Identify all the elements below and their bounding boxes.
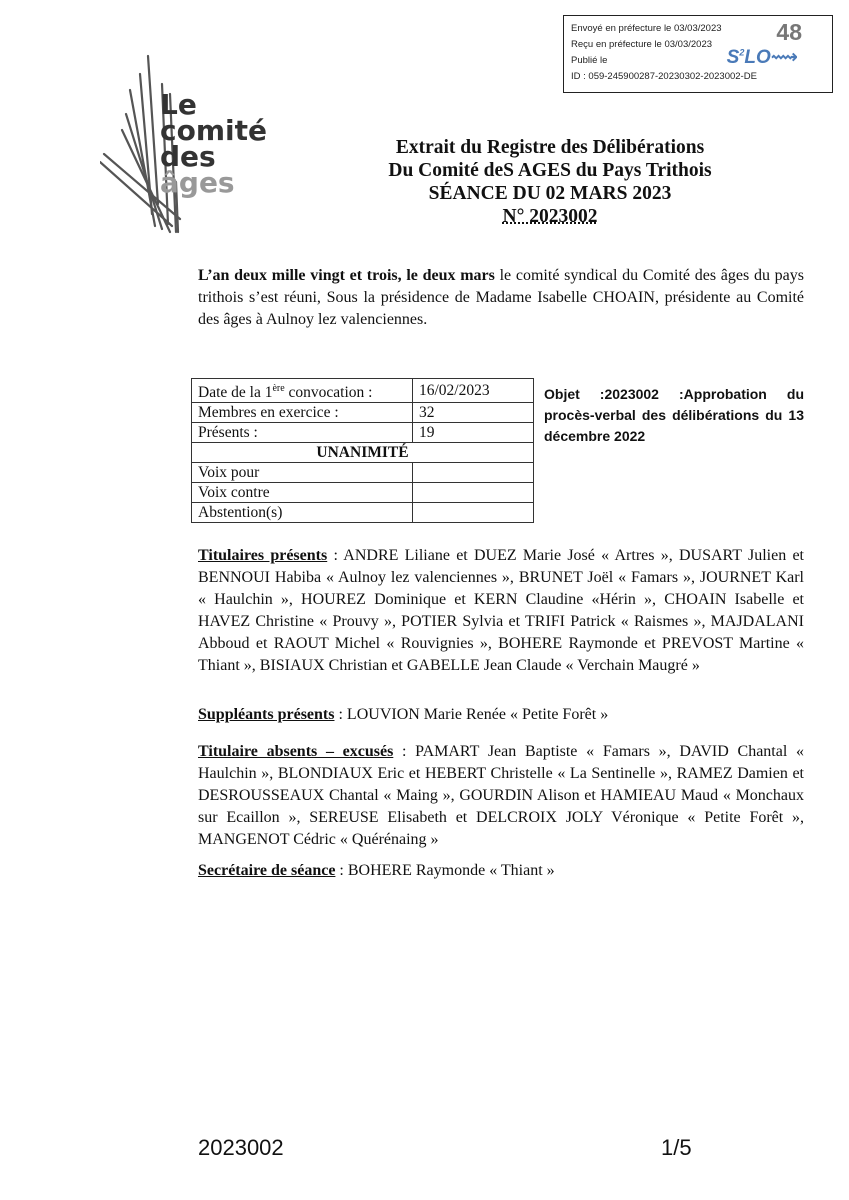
for-value xyxy=(413,463,534,483)
footer-page-number: 1/5 xyxy=(661,1135,692,1160)
prefecture-stamp xyxy=(563,15,833,93)
table-row xyxy=(192,443,534,463)
stamp-published: Publié le xyxy=(571,55,608,66)
table-row xyxy=(192,483,534,503)
convocation-label: Date de la 1ère convocation : xyxy=(192,379,413,403)
table-row xyxy=(192,423,534,443)
document-header xyxy=(330,136,770,228)
logo-line-1: Le xyxy=(160,88,197,121)
against-label: Voix contre xyxy=(192,483,413,503)
absents-paragraph xyxy=(198,741,804,851)
secretaire-text: : BOHERE Raymonde « Thiant » xyxy=(335,862,555,879)
vote-result: UNANIMITÉ xyxy=(192,443,534,463)
vote-table xyxy=(191,378,534,523)
secretaire-label: Secrétaire de séance xyxy=(198,862,336,879)
intro-date: L’an deux mille vingt et trois, le deux mars xyxy=(198,267,495,284)
deliberation-number: N° 2023002 xyxy=(502,206,598,227)
stamp-service-logo: $S^2LO⟿$ xyxy=(726,47,798,68)
logo-line-2: comité xyxy=(160,114,267,147)
abstention-value xyxy=(413,503,534,523)
intro-text: le comité syndical du Comité des âges du pays trithois s’est réuni, Sous la présidence de Madame Isabelle CHOAIN, présidente au Comité des âges à Aulnoy lez valenciennes. xyxy=(198,267,804,328)
table-row xyxy=(192,463,534,483)
logo-text xyxy=(160,88,267,199)
convocation-value: 16/02/2023 xyxy=(413,379,534,403)
footer-doc-number: 2023002 xyxy=(198,1135,284,1160)
members-label: Membres en exercice : xyxy=(192,403,413,423)
suppleants-label: Suppléants présents xyxy=(198,706,335,723)
stamp-id: ID : 059-245900287-20230302-2023002-DE xyxy=(571,71,757,82)
logo-line-3: des xyxy=(160,140,216,173)
bird-icon: ⟿ xyxy=(770,47,798,68)
objet-text: Objet :2023002 :Approbation du procès-verbal des délibérations du 13 décembre 2022 xyxy=(544,386,804,444)
table-row xyxy=(192,379,534,403)
members-value: 32 xyxy=(413,403,534,423)
secretaire-paragraph xyxy=(198,860,804,882)
stamp-sent: Envoyé en préfecture le 03/03/2023 xyxy=(571,23,722,34)
against-value xyxy=(413,483,534,503)
header-line-1: Extrait du Registre des Délibérations xyxy=(395,137,705,158)
table-row xyxy=(192,403,534,423)
table-row xyxy=(192,503,534,523)
for-label: Voix pour xyxy=(192,463,413,483)
absents-text: : PAMART Jean Baptiste « Famars », DAVID Chantal « Haulchin », BLONDIAUX Eric et HEBERT Christelle « La Sentinelle », RAMEZ Damien et DESROUSSEAUX Chantal « Maing », GOURDIN Alison et HAMIEAU Maud « Monchaux sur Ecaillon », SEREUSE Elisabeth et DELCROIX JOLY Véronique « Petite Forêt », MANGENOT Cédric « Quérénaing » xyxy=(198,743,804,848)
present-value: 19 xyxy=(413,423,534,443)
logo-line-4: âges xyxy=(160,166,235,199)
abstention-label: Abstention(s) xyxy=(192,503,413,523)
titulaires-label: Titulaires présents xyxy=(198,547,328,564)
titulaires-paragraph xyxy=(198,545,804,677)
intro-paragraph xyxy=(198,265,804,331)
stamp-received: Reçu en préfecture le 03/03/2023 xyxy=(571,39,713,50)
header-line-2: Du Comité deS AGES du Pays Trithois xyxy=(388,160,712,181)
stamp-number: 48 xyxy=(776,19,802,45)
header-line-3: SÉANCE DU 02 MARS 2023 xyxy=(428,183,672,204)
present-label: Présents : xyxy=(192,423,413,443)
suppleants-paragraph xyxy=(198,704,804,726)
absents-label: Titulaire absents – excusés xyxy=(198,743,394,760)
suppleants-text: : LOUVION Marie Renée « Petite Forêt » xyxy=(334,706,609,723)
titulaires-text: : ANDRE Liliane et DUEZ Marie José « Artres », DUSART Julien et BENNOUI Habiba « Aulnoy lez valenciennes », BRUNET Joël « Famars », JOURNET Karl « Haulchin », HOUREZ Dominique et KERN Claudine «Hérin », CHOAIN Isabelle et HAVEZ Christine « Prouvy », POTIER Sylvia et TRIFI Patrick « Raismes », MAJDALANI Abboud et RAOUT Michel « Rouvignies », BOHERE Raymonde et PREVOST Martine « Thiant », BISIAUX Christian et GABELLE Jean Claude « Verchain Maugré » xyxy=(198,547,804,674)
